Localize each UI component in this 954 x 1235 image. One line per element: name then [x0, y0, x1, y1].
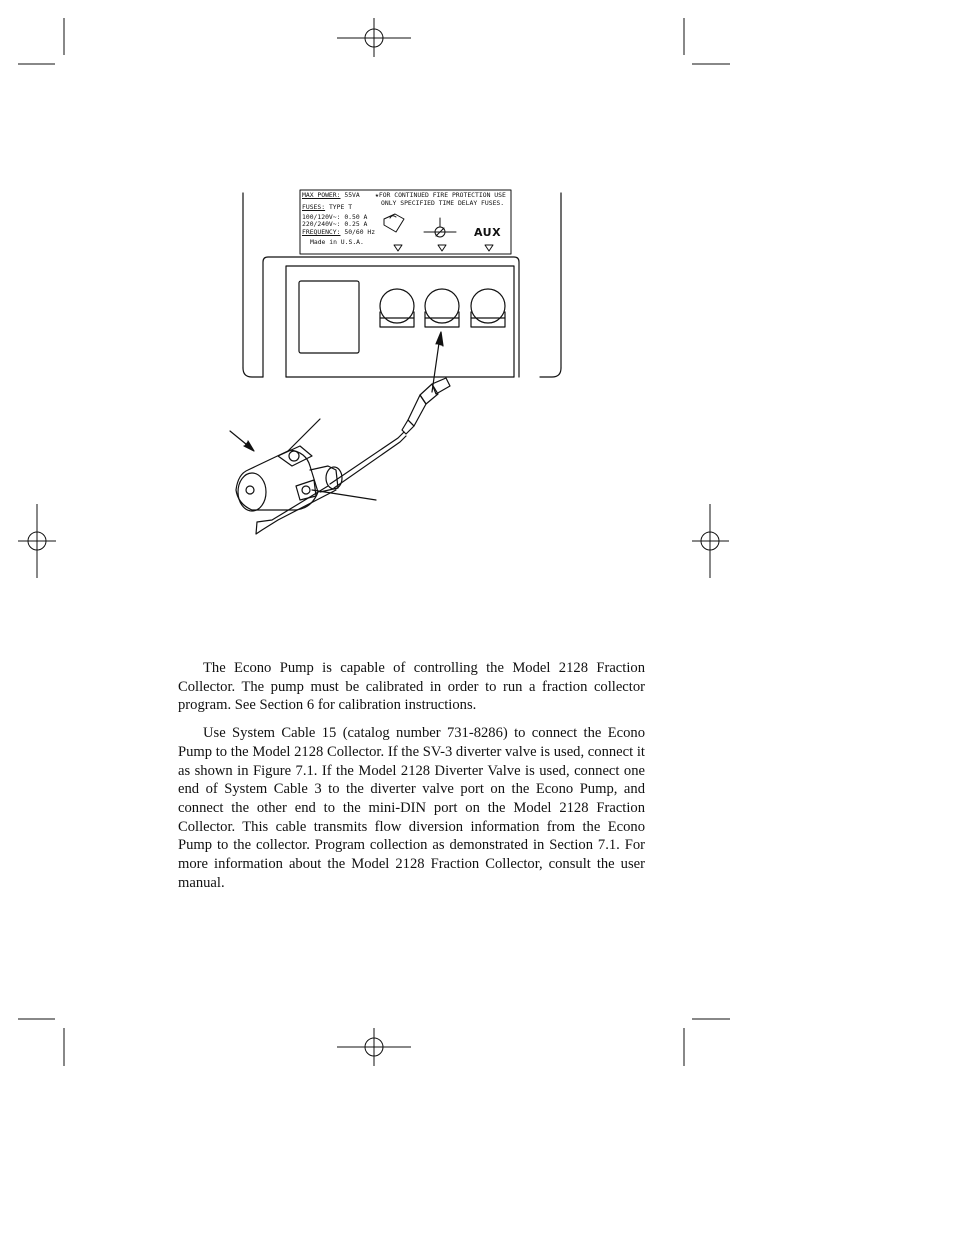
port-2: [425, 289, 459, 327]
frequency-value: 50/60 Hz: [344, 228, 376, 237]
warning-line-2: ONLY SPECIFIED TIME DELAY FUSES.: [381, 198, 505, 207]
warning-line-1: ★FOR CONTINUED FIRE PROTECTION USE: [375, 191, 506, 199]
fuses-value: TYPE T: [328, 202, 353, 211]
body-text: [178, 659, 645, 901]
paragraph-cable-connection: Use System Cable 15 (catalog number 731-8286) to connect the Econo Pump to the Model 2128 Collector. If the SV-3 diverter valve is used, connect it as shown in Figure 7.1. If the Model 2128 Diverter Valve is used, connect one end of System Cable 3 to the diverter valve port on the Econo Pump, and connect the other end to the mini-DIN port on the Model 2128 Fraction Collector. This cable transmits flow diversion information from the Econo Pump to the collector. Program collection as demonstrated in Section 7.1. For more information about the Model 2128 Fraction Collector, consult the user manual.: [178, 725, 645, 891]
paragraph-fraction-collector-intro: The Econo Pump is capable of controlling the Model 2128 Fraction Collector. The pump must be calibrated in order to run a fraction collector program. See Section 6 for calibration instructions.: [178, 660, 645, 714]
max-power-heading: MAX POWER:: [302, 191, 341, 199]
fuse-rating-220v: 220/240V~: 0.25 A: [302, 220, 368, 229]
port-3: [471, 289, 505, 327]
cable-plug: [402, 378, 450, 434]
port-1: [380, 289, 414, 327]
aux-port-label: AUX: [474, 226, 502, 239]
made-in: Made in U.S.A.: [310, 237, 364, 246]
fire-protection-warning: [375, 192, 525, 208]
frequency-heading: FREQUENCY:: [302, 228, 341, 237]
fuse-rating-100v: 100/120V~: 0.50 A: [302, 212, 368, 221]
max-power-value: 55VA: [344, 191, 360, 199]
fuses-heading: FUSES:: [302, 202, 326, 211]
diverter-valve: [236, 446, 342, 511]
